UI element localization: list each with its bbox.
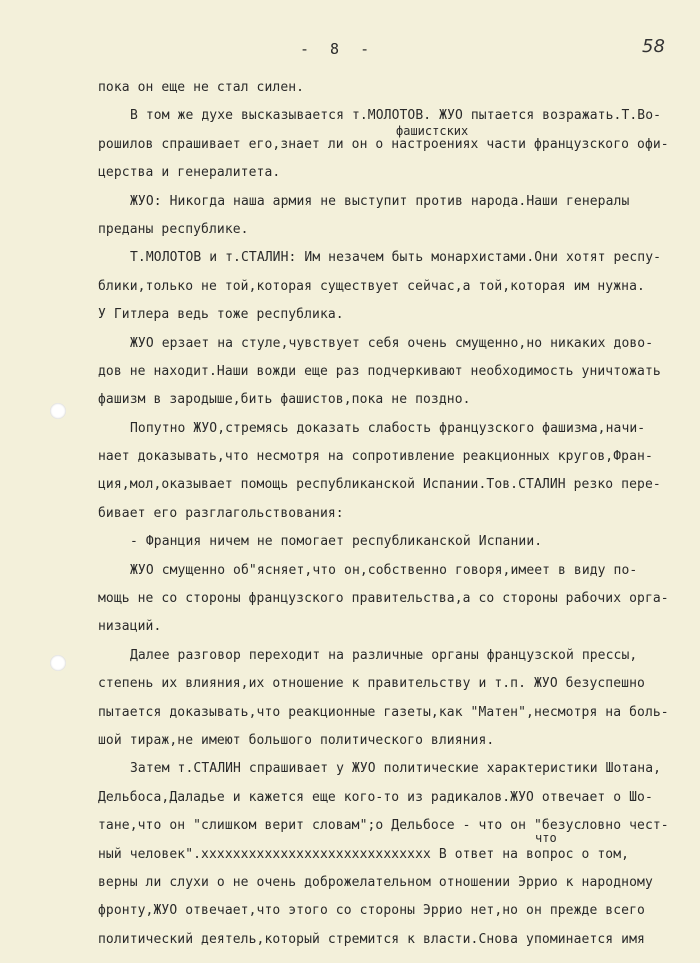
text-line: блики,только не той,которая существует сейчас,а той,которая им нужна. bbox=[98, 278, 645, 294]
text-line: верны ли слухи о не очень доброжелательном отношении Эррио к народному bbox=[98, 874, 653, 890]
text-line: У Гитлера ведь тоже республика. bbox=[98, 307, 344, 323]
text-line: В том же духе высказывается т.МОЛОТОВ. ЖУО пытается возражать.Т.Во- bbox=[130, 108, 662, 124]
text-line: пока он еще не стал силен. bbox=[98, 80, 305, 95]
text-line: ЖУО: Никогда наша армия не выступит против народа.Наши генералы bbox=[130, 193, 630, 209]
text-line: - Франция ничем не помогает республиканской Испании. bbox=[130, 534, 543, 550]
punch-hole bbox=[50, 403, 66, 419]
text-line: Т.МОЛОТОВ и т.СТАЛИН: Им незачем быть монархистами.Они хотят респу- bbox=[130, 250, 662, 266]
text-line: Попутно ЖУО,стремясь доказать слабость французского фашизма,начи- bbox=[130, 420, 646, 436]
typed-body bbox=[98, 74, 670, 954]
text-line: тане,что он "слишком верит словам";о Дельбосе - что он "безусловно чест- bbox=[98, 818, 669, 834]
text-line: степень их влияния,их отношение к правительству и т.п. ЖУО безуспешно bbox=[98, 676, 645, 692]
text-line: Затем т.СТАЛИН спрашивает у ЖУО политические характеристики Шотана, bbox=[130, 761, 662, 777]
text-line: ный человек".xxxxxxxxxxxxxxxxxxxxxxxxxxxxx В ответ на вопрос о том, bbox=[98, 846, 630, 862]
text-line: шой тираж,не имеют большого политического влияния. bbox=[98, 732, 495, 748]
punch-hole bbox=[50, 655, 66, 671]
page-number: - 8 - bbox=[300, 40, 376, 58]
text-line: бивает его разглагольствования: bbox=[98, 505, 344, 521]
handwritten-insert: фашистских bbox=[396, 124, 469, 138]
text-line: пытается доказывать,что реакционные газеты,как "Матен",несмотря на боль- bbox=[98, 704, 669, 720]
text-line: Дельбоса,Даладье и кажется еще кого-то из радикалов.ЖУО отвечает о Шо- bbox=[98, 789, 653, 805]
text-line: фронту,ЖУО отвечает,что этого со стороны Эррио нет,но он прежде всего bbox=[98, 903, 645, 919]
text-line: фашизм в зародыше,бить фашистов,пока не поздно. bbox=[98, 392, 471, 408]
text-line: ЖУО ерзает на стуле,чувствует себя очень смущенно,но никаких дово- bbox=[130, 335, 654, 351]
archive-folio-number: 58 bbox=[642, 36, 665, 57]
text-line: ЖУО смущенно об"ясняет,что он,собственно говоря,имеет в виду по- bbox=[130, 562, 638, 578]
text-line: церства и генералитета. bbox=[98, 165, 281, 181]
text-line: политический деятель,который стремится к власти.Снова упоминается имя bbox=[98, 931, 645, 947]
text-line: дов не находит.Наши вожди еще раз подчеркивают необходимость уничтожать bbox=[98, 363, 661, 379]
text-line: мощь не со стороны французского правительства,а со стороны рабочих орга- bbox=[98, 591, 669, 607]
text-line: рошилов спрашивает его,знает ли он о настроениях части французского офи- bbox=[98, 136, 669, 152]
text-line: Далее разговор переходит на различные органы французской прессы, bbox=[130, 647, 638, 663]
text-line: низаций. bbox=[98, 619, 162, 635]
text-line: ция,мол,оказывает помощь республиканской Испании.Тов.СТАЛИН резко пере- bbox=[98, 477, 661, 493]
handwritten-insert: что bbox=[535, 831, 557, 845]
text-line: преданы республике. bbox=[98, 221, 249, 237]
text-line: нает доказывать,что несмотря на сопротивление реакционных кругов,Фран- bbox=[98, 449, 653, 465]
